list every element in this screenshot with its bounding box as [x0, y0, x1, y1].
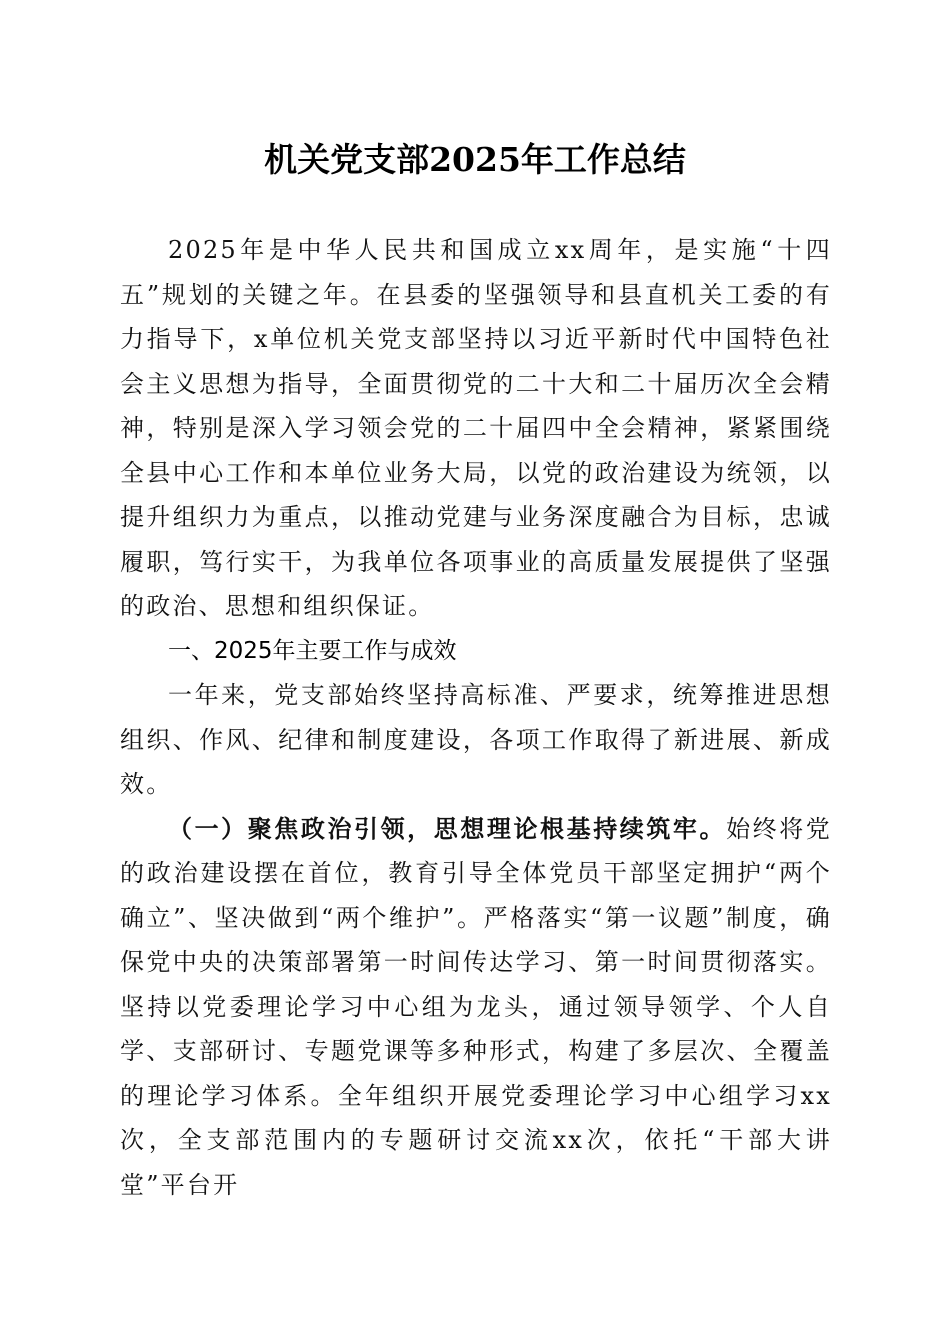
section-heading-1: 一、2025年主要工作与成效 [168, 637, 457, 664]
subsection1-paragraph [120, 807, 832, 1208]
subsection1-body: 始终将党的政治建设摆在首位，教育引导全体党员干部坚定拥护“两个确立”、坚决做到“两个维护”。严格落实“第一议题”制度，确保党中央的决策部署第一时间传达学习、第一时间贯彻落实。坚持以党委理论学习中心组为龙头，通过领导领学、个人自学、支部研讨、专题党课等多种形式，构建了多层次、全覆盖的理论学习体系。全年组织开展党委理论学习中心组学习xx次，全支部范围内的专题研讨交流xx次，依托“干部大讲堂”平台开 [120, 814, 832, 1199]
document-title: 机关党支部2025年工作总结 [264, 140, 686, 179]
intro-paragraph: 2025年是中华人民共和国成立xx周年，是实施“十四五”规划的关键之年。在县委的坚强领导和县直机关工委的有力指导下，x单位机关党支部坚持以习近平新时代中国特色社会主义思想为指导，全面贯彻党的二十大和二十届历次全会精神，特别是深入学习领会党的二十届四中全会精神，紧紧围绕全县中心工作和本单位业务大局，以党的政治建设为统领，以提升组织力为重点，以推动党建与业务深度融合为目标，忠诚履职，笃行实干，为我单位各项事业的高质量发展提供了坚强的政治、思想和组织保证。 [120, 236, 832, 620]
document-body [120, 228, 832, 1207]
section1-intro-paragraph: 一年来，党支部始终坚持高标准、严要求，统筹推进思想组织、作风、纪律和制度建设，各项工作取得了新进展、新成效。 [120, 681, 832, 798]
subsection-heading-1: （一）聚焦政治引领，思想理论根基持续筑牢。 [168, 813, 727, 843]
